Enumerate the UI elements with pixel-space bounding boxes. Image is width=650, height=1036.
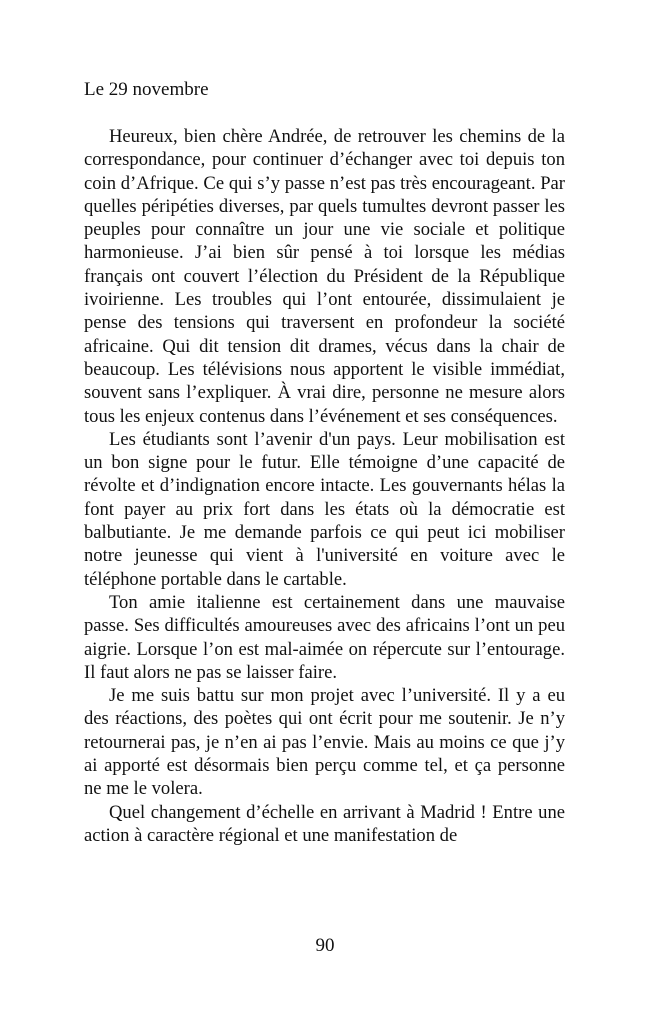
paragraph-5: Quel changement d’échelle en arrivant à Madrid ! Entre une action à caractère régional et une manifestation de (84, 801, 565, 846)
paragraph-1: Heureux, bien chère Andrée, de retrouver les chemins de la correspondance, pour continuer d’échanger avec toi depuis ton coin d’Afrique. Ce qui s’y passe n’est pas très encourageant. Par quelles péripéties diverses, par quels tumultes devront passer les peuples pour connaître un jour une vie sociale et politique harmonieuse. J’ai bien sûr pensé à toi lorsque les médias français ont couvert l’élection du Président de la République ivoirienne. Les troubles qui l’ont entourée, dissimulaient je pense des tensions qui traversent en profondeur la société africaine. Qui dit tension dit drames, vécus dans la chair de beaucoup. Les télévisions nous apportent le visible immédiat, souvent sans l’expliquer. À vrai dire, personne ne mesure alors tous les enjeux contenus dans l’événement et ses conséquences. (84, 126, 565, 427)
letter-date: Le 29 novembre (84, 79, 209, 100)
paragraph-2: Les étudiants sont l’avenir d'un pays. Leur mobilisation est un bon signe pour le futur. Elle témoigne d’une capacité de révolte et d’indignation encore intacte. Les gouvernants hélas la font payer au prix fort dans les états où la démocratie est balbutiante. Je me demande parfois ce qui peut ici mobiliser notre jeunesse qui vient à l'université en voiture avec le téléphone portable dans le cartable. (84, 428, 565, 590)
page-number: 90 (315, 935, 335, 956)
paragraph-3: Ton amie italienne est certainement dans une mauvaise passe. Ses difficultés amoureuses avec des africains l’ont un peu aigrie. Lorsque l’on est mal-aimée on répercute sur l’entourage. Il faut alors ne pas se laisser faire. (84, 591, 565, 683)
letter-body (84, 125, 565, 847)
paragraph-4: Je me suis battu sur mon projet avec l’université. Il y a eu des réactions, des poètes qui ont écrit pour me soutenir. Je n’y retournerai pas, je n’en ai pas l’envie. Mais au moins ce que j’y ai apporté est désormais bien perçu comme tel, et ça personne ne me le volera. (84, 685, 565, 800)
